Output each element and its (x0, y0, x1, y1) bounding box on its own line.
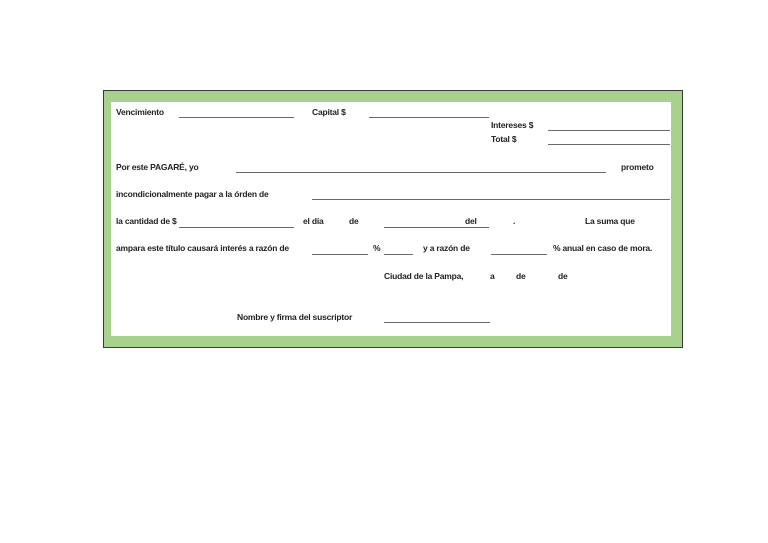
firma-field[interactable] (384, 322, 490, 323)
a-label: a (490, 271, 495, 281)
interes-rate-field[interactable] (312, 254, 368, 255)
intereses-label: Intereses $ (491, 120, 534, 130)
pct-label: % (373, 243, 381, 253)
vencimiento-field[interactable] (179, 117, 294, 118)
razon-label: y a razón de (423, 243, 470, 253)
total-label: Total $ (491, 134, 517, 144)
suma-label: La suma que (585, 216, 635, 226)
mes-field[interactable] (384, 227, 489, 228)
cantidad-label: la cantidad de $ (116, 216, 177, 226)
beneficiario-field[interactable] (312, 199, 670, 200)
capital-label: Capital $ (312, 107, 346, 117)
punto-label: . (513, 216, 516, 226)
de-label-1: de (349, 216, 359, 226)
cantidad-field[interactable] (179, 227, 294, 228)
prometo-label: prometo (621, 162, 654, 172)
por-este-label: Por este PAGARÉ, yo (116, 162, 199, 172)
deudor-name-field[interactable] (236, 172, 606, 173)
vencimiento-label: Vencimiento (116, 107, 164, 117)
de-label-2: de (516, 271, 526, 281)
intereses-field[interactable] (548, 130, 670, 131)
incondicional-label: incondicionalmente pagar a la órden de (116, 189, 269, 199)
del-label: del (465, 216, 477, 226)
capital-field[interactable] (369, 117, 489, 118)
interes-periodo-field[interactable] (384, 254, 413, 255)
de-label-3: de (558, 271, 568, 281)
total-field[interactable] (548, 144, 670, 145)
ciudad-label: Ciudad de la Pampa, (384, 271, 464, 281)
el-dia-label: el día (303, 216, 324, 226)
ampara-label: ampara este título causará interés a razón de (116, 243, 289, 253)
mora-rate-field[interactable] (491, 254, 547, 255)
anual-label: % anual en caso de mora. (553, 243, 653, 253)
firma-label: Nombre y firma del suscriptor (237, 312, 353, 322)
